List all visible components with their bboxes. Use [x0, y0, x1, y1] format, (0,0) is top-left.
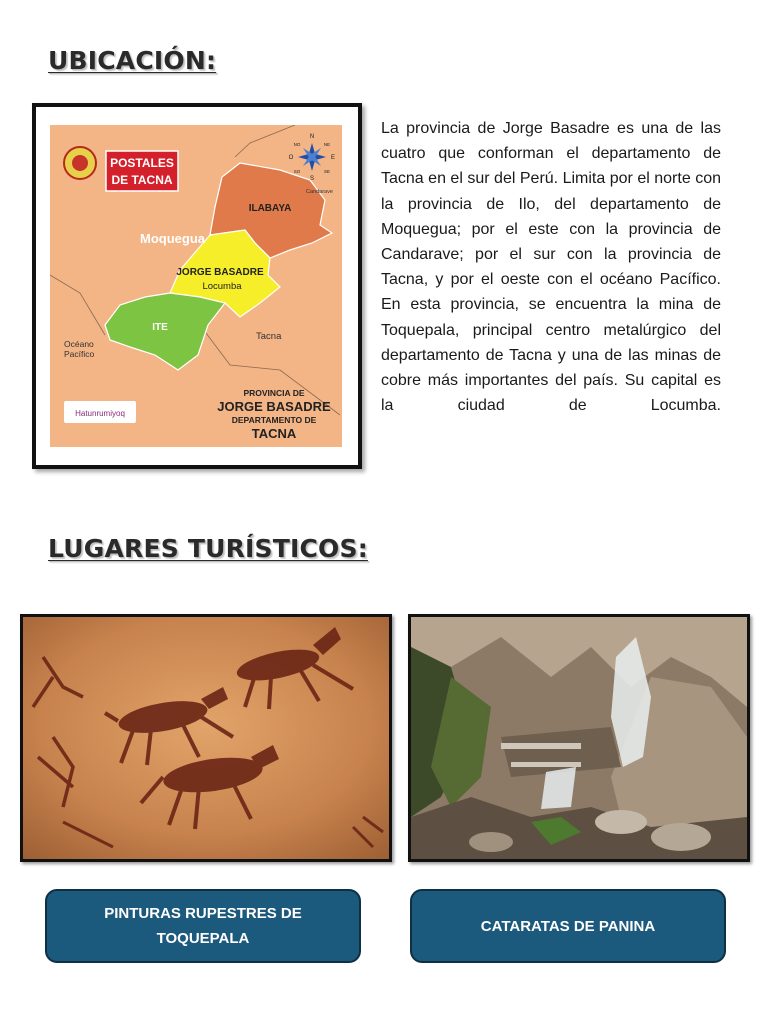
svg-text:O: O	[288, 155, 294, 161]
section-title-ubicacion: UBICACIÓN:	[48, 46, 217, 75]
photo-cataratas-panina	[408, 614, 750, 862]
map-illustration	[50, 125, 342, 447]
footer-line3: DEPARTAMENTO DE	[231, 415, 317, 425]
svg-text:NO: NO	[293, 142, 301, 147]
label-jorge-basadre: JORGE BASADRE	[176, 267, 264, 278]
shield-logo-icon	[64, 147, 96, 179]
logo-text: Hatunrumiyoq	[75, 409, 125, 418]
caption-cataratas-panina: CATARATAS DE PANINA	[410, 889, 726, 963]
footer-line4: TACNA	[251, 426, 297, 441]
label-ilabaya: ILABAYA	[248, 203, 292, 214]
label-moquegua: Moquegua	[140, 231, 205, 246]
label-candarave: Candarave	[306, 189, 333, 195]
svg-text:N: N	[309, 134, 315, 140]
section-title-lugares: LUGARES TURÍSTICOS:	[48, 534, 368, 563]
location-description: La provincia de Jorge Basadre es una de las cuatro que conforman el departamento de Tacna en el sur del Perú. Limita por el norte con la provincia de Ilo, del departamento de Moquegua; por el este con la provincia de Candarave; por el sur con la provincia de Tacna, y por el oeste con el océano Pacífico. En esta provincia, se encuentra la mina de Toquepala, principal centro metalúrgico del departamento de Tacna y una de las minas de cobre más importantes del país. Su capital es la ciudad de Locumba.	[381, 120, 721, 415]
svg-text:SO: SO	[293, 169, 301, 174]
svg-text:NE: NE	[323, 142, 331, 147]
label-oceano-2: Pacífico	[64, 349, 95, 359]
label-locumba: Locumba	[202, 281, 242, 292]
waterfall-image	[411, 617, 747, 859]
svg-text:S: S	[309, 176, 315, 182]
footer-line1: PROVINCIA DE	[243, 388, 305, 398]
label-oceano-1: Océano	[64, 339, 94, 349]
badge-line1: POSTALES	[110, 156, 174, 170]
photo-pinturas-rupestres	[20, 614, 392, 862]
footer-line2: JORGE BASADRE	[217, 399, 331, 414]
svg-text:SE: SE	[323, 169, 331, 174]
cave-painting-image	[23, 617, 389, 859]
label-ite: ITE	[152, 322, 168, 333]
label-tacna: Tacna	[256, 331, 282, 342]
svg-text:E: E	[330, 155, 336, 161]
location-map	[32, 103, 362, 469]
badge-line2: DE TACNA	[111, 173, 173, 187]
caption-pinturas-rupestres: PINTURAS RUPESTRES DE TOQUEPALA	[45, 889, 361, 963]
